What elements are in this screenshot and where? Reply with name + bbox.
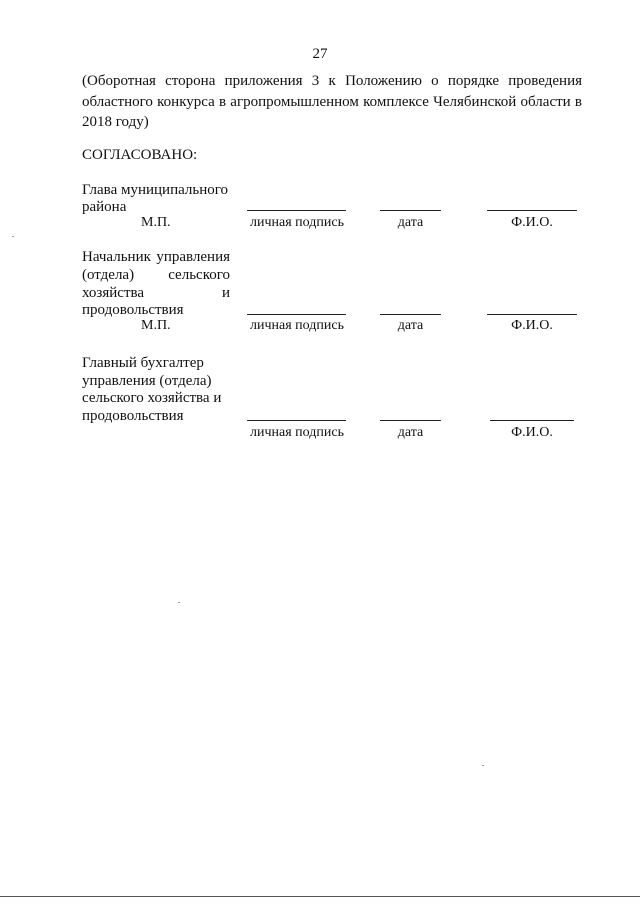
date-line (380, 210, 441, 211)
signatory-title-line: сельского хозяйства и (82, 390, 222, 406)
signature-caption: личная подпись (250, 215, 344, 230)
signatory-title-line: (отдела) сельского (82, 267, 230, 283)
name-line (487, 210, 577, 211)
date-caption: дата (397, 215, 424, 230)
name-caption: Ф.И.О. (511, 425, 553, 440)
heading-line-3: 2018 году) (82, 114, 149, 130)
date-line (380, 420, 441, 421)
signatory-title-line: Глава муниципального (82, 182, 229, 198)
signatory-title-line: продовольствия (82, 302, 184, 318)
signatory-title-line: района (82, 199, 127, 215)
signature-caption: личная подпись (250, 318, 344, 333)
name-line (490, 420, 574, 421)
signatory-title-line: Главный бухгалтер (82, 355, 204, 371)
signatory-title-line: хозяйства и (82, 285, 230, 301)
signature-caption: личная подпись (250, 425, 344, 440)
page-number: 27 (312, 46, 328, 62)
date-line (380, 314, 441, 315)
signatory-title-line: управления (отдела) (82, 373, 212, 389)
name-caption: Ф.И.О. (511, 318, 553, 333)
scan-speck (178, 602, 180, 603)
approved-label: СОГЛАСОВАНО: (82, 147, 198, 163)
scan-speck (12, 236, 14, 237)
heading-line-2: областного конкурса в агропромышленном комплексе Челябинской области в (82, 94, 582, 110)
name-line (487, 314, 577, 315)
signatory-title-line: Начальник управления (82, 249, 230, 265)
date-caption: дата (397, 318, 424, 333)
signature-line (247, 314, 346, 315)
date-caption: дата (397, 425, 424, 440)
signature-line (247, 210, 346, 211)
heading-line-1: (Оборотная сторона приложения 3 к Положению о порядке проведения (82, 73, 582, 89)
seal-placeholder: М.П. (141, 318, 171, 333)
name-caption: Ф.И.О. (511, 215, 553, 230)
seal-placeholder: М.П. (141, 215, 171, 230)
signature-line (247, 420, 346, 421)
signatory-title-line: продовольствия (82, 408, 184, 424)
page-bottom-edge (0, 896, 640, 897)
scan-speck (482, 765, 484, 766)
